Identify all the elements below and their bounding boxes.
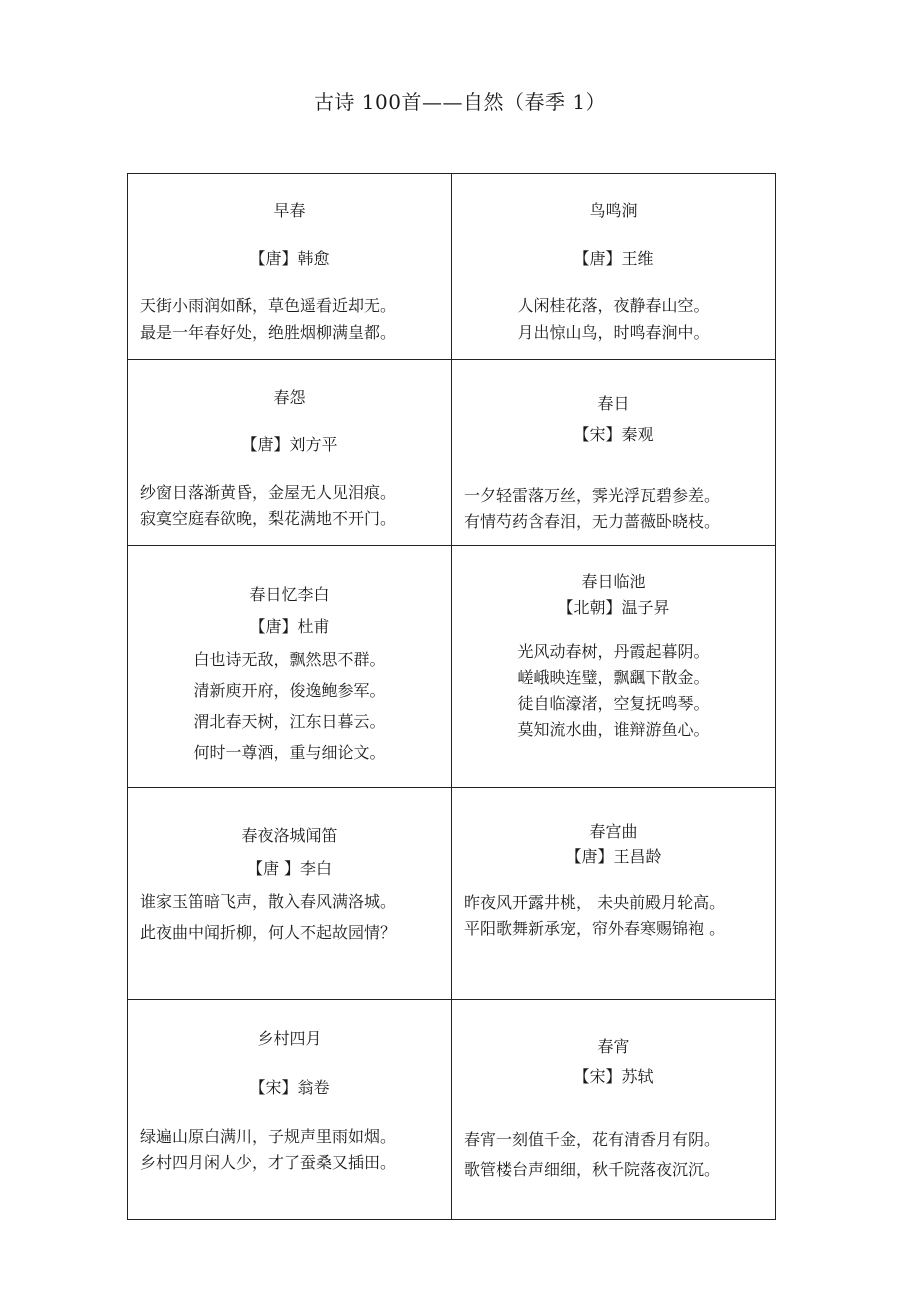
poem-line: 徒自临濠渚，空复抚鸣琴。 — [517, 694, 710, 713]
poem-title: 春怨 — [273, 388, 306, 407]
poem-line: 此夜曲中闻折柳，何人不起故园情？ — [140, 923, 397, 942]
poem-cell — [128, 1000, 452, 1220]
poem-line: 最是一年春好处，绝胜烟柳满皇都。 — [140, 323, 397, 342]
poem-line: 白也诗无敌，飘然思不群。 — [193, 650, 386, 669]
poem-cell — [128, 174, 452, 360]
poem-line: 昨夜风开露井桃， 未央前殿月轮高。 — [464, 893, 726, 912]
poem-title: 乡村四月 — [257, 1029, 322, 1048]
poem-line: 何时一尊酒，重与细论文。 — [193, 743, 386, 762]
poem-line: 春宵一刻值千金，花有清香月有阴。 — [464, 1130, 721, 1149]
poem-line: 清新庾开府，俊逸鲍参军。 — [193, 681, 386, 700]
poem-cell — [128, 546, 452, 788]
poem-line: 有情芍药含春泪，无力蔷薇卧晓枝。 — [464, 512, 721, 531]
poem-line: 谁家玉笛暗飞声，散入春风满洛城。 — [140, 892, 397, 911]
poem-line: 纱窗日落渐黄昏，金屋无人见泪痕。 — [140, 483, 397, 502]
table-row — [128, 788, 776, 1000]
poem-line: 乡村四月闲人少，才了蚕桑又插田。 — [140, 1153, 397, 1172]
poem-line: 人闲桂花落，夜静春山空。 — [517, 296, 710, 315]
poem-title: 春宵 — [597, 1037, 630, 1056]
poem-cell — [452, 360, 776, 546]
poem-line: 光风动春树，丹霞起暮阴。 — [517, 642, 710, 661]
poem-author: 【唐】杜甫 — [249, 617, 330, 636]
poem-line: 天街小雨润如酥，草色遥看近却无。 — [140, 296, 397, 315]
poem-line: 寂寞空庭春欲晚，梨花满地不开门。 — [140, 509, 397, 528]
poem-author: 【宋】翁卷 — [249, 1078, 330, 1097]
table-row — [128, 360, 776, 546]
page-title: 古诗 100首——自然（春季 1） — [313, 90, 607, 114]
poem-line: 歌管楼台声细细，秋千院落夜沉沉。 — [464, 1160, 721, 1179]
poem-line: 莫知流水曲，谁辩游鱼心。 — [517, 720, 710, 739]
poem-cell — [452, 546, 776, 788]
poem-author: 【唐】刘方平 — [241, 435, 338, 454]
poem-author: 【北朝】温子昇 — [557, 598, 670, 617]
poem-title: 春宫曲 — [589, 822, 638, 841]
poem-line: 月出惊山鸟，时鸣春涧中。 — [517, 323, 710, 342]
poem-line: 渭北春天树，江东日暮云。 — [193, 712, 386, 731]
poem-title: 春夜洛城闻笛 — [241, 826, 338, 845]
poem-title: 早春 — [273, 201, 306, 220]
poem-author: 【唐 】李白 — [246, 859, 333, 878]
table-row — [128, 1000, 776, 1220]
poem-title: 鸟鸣涧 — [589, 201, 638, 220]
poem-table — [127, 173, 776, 1220]
poem-title: 春日临池 — [581, 572, 646, 591]
poem-line: 平阳歌舞新承宠，帘外春寒赐锦袍 。 — [464, 919, 726, 938]
poem-title: 春日忆李白 — [249, 585, 330, 604]
poem-author: 【宋】苏轼 — [573, 1067, 654, 1086]
poem-line: 绿遍山原白满川，子规声里雨如烟。 — [140, 1127, 397, 1146]
table-row — [128, 174, 776, 360]
poem-cell — [128, 360, 452, 546]
poem-line: 嵯峨映连璧，飘颻下散金。 — [517, 668, 710, 687]
poem-line: 一夕轻雷落万丝，霁光浮瓦碧参差。 — [464, 486, 721, 505]
poem-cell — [452, 1000, 776, 1220]
poem-author: 【唐】王昌龄 — [565, 847, 662, 866]
poem-title: 春日 — [597, 394, 630, 413]
poem-author: 【唐】王维 — [573, 249, 654, 268]
poem-cell — [452, 788, 776, 1000]
poem-cell — [128, 788, 452, 1000]
poem-cell — [452, 174, 776, 360]
table-row — [128, 546, 776, 788]
poem-author: 【唐】韩愈 — [249, 249, 330, 268]
poem-author: 【宋】秦观 — [573, 425, 654, 444]
